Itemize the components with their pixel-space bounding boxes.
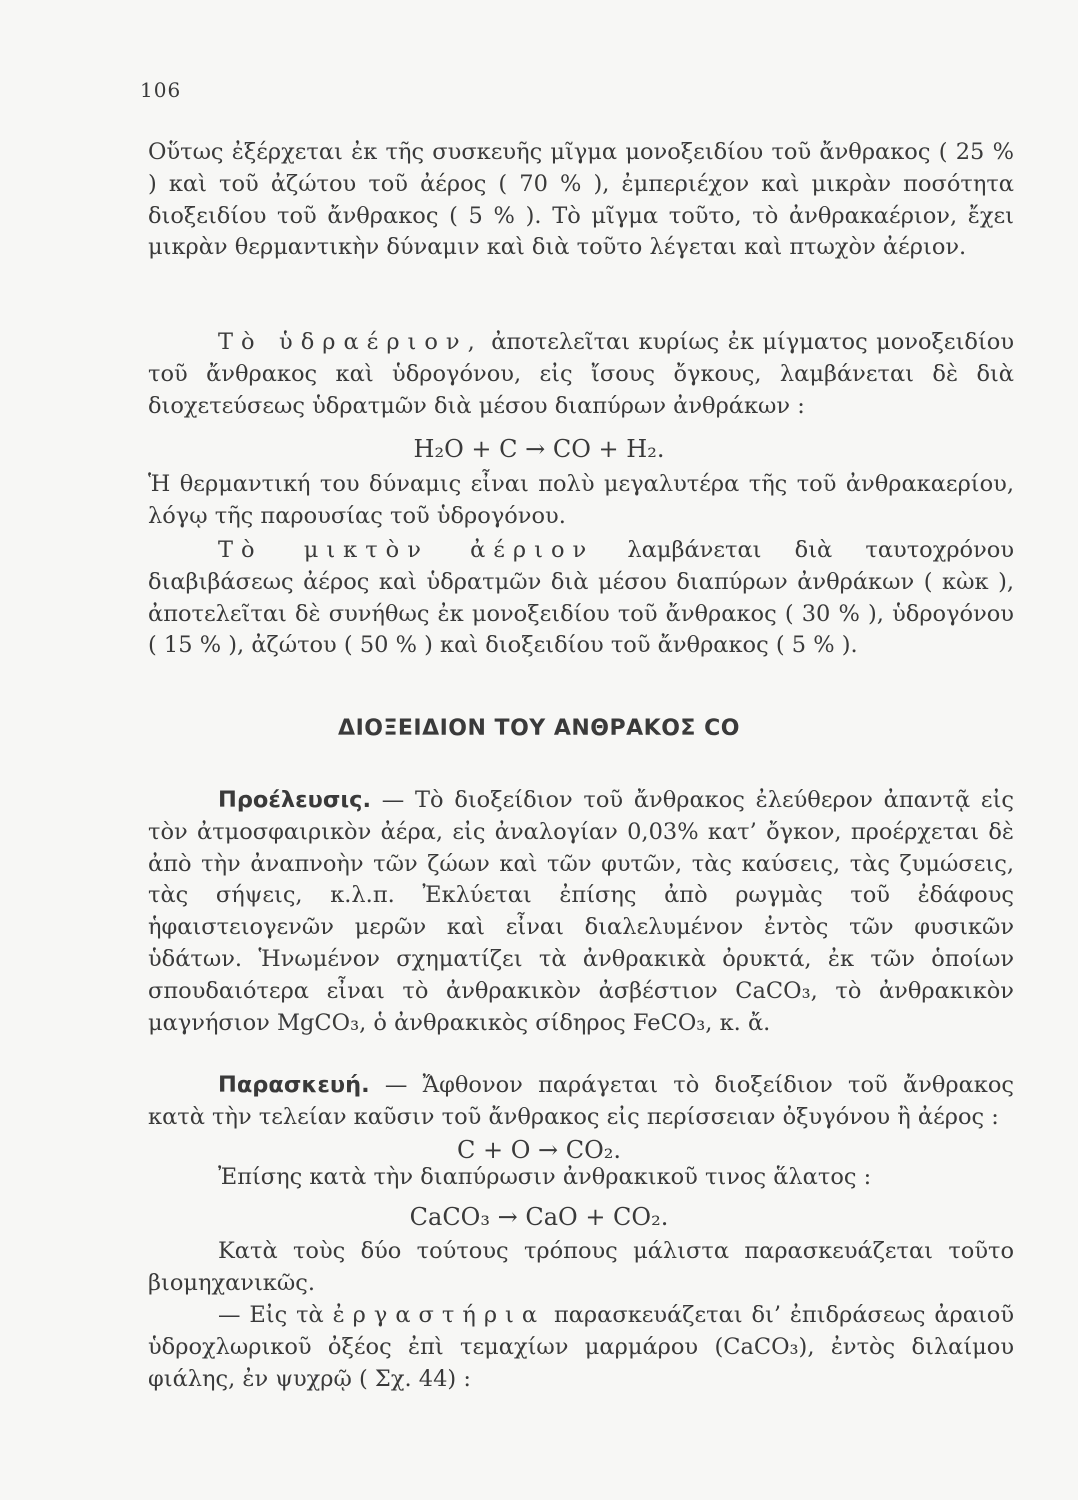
paragraph-water-gas-text: ἀποτελεῖται κυρίως ἐκ μίγματος μονοξειδίου τοῦ ἄνθρακος καὶ ὑδρογόνου, εἰς ἴσους ὄγκους, λαμβάνεται δὲ διὰ διοχετεύσεως ὑδρατμῶν διὰ μέσου διαπύρων ἀνθράκων : (148, 329, 1014, 419)
equation-combustion: C + O → CO₂. (456, 1136, 622, 1164)
equation-calcination: CaCO₃ → CaO + CO₂. (409, 1203, 669, 1231)
term-origin: Προέλευσις. (218, 787, 372, 813)
paragraph-origin-text: — Τὸ διοξείδιον τοῦ ἄνθρακος ἐλεύθερον ἀπαντᾷ εἰς τὸν ἀτμοσφαιρικὸν ἀέρα, εἰς ἀναλογίαν 0,03% κατ’ ὄγκον, προέρχεται δὲ ἀπὸ τὴν ἀναπνοὴν τῶν ζώων καὶ τῶν φυτῶν, τὰς καύσεις, τὰς ζυμώσεις, τὰς σήψεις, κ.λ.π. Ἐκλύεται ἐπίσης ἀπὸ ρωγμὰς τοῦ ἐδάφους ἡφαιστειογενῶν μερῶν καὶ εἶναι διαλελυμένον ἐντὸς τῶν φυσικῶν ὑδάτων. Ἡνωμένον σχηματίζει τὰ ἀνθρακικὰ ὀρυκτά, ἐκ τῶν ὁποίων σπουδαιότερα εἶναι τὸ ἀνθρακικὸν ἀσβέστιον CaCO₃, τὸ ἀνθρακικὸν μαγνήσιον MgCO₃, ὁ ἀνθρακικὸς σίδηρος FeCO₃, κ. ἄ. (148, 787, 1014, 1036)
paragraph-laboratory (148, 1300, 1014, 1395)
paragraph-industrial: Κατὰ τοὺς δύο τούτους τρόπους μάλιστα παρασκευάζεται τοῦτο βιομηχανικῶς. (148, 1238, 1014, 1296)
section-heading: ΔΙΟΞΕΙΔΙΟΝ ΤΟΥ ΑΝΘΡΑΚΟΣ CO (338, 716, 740, 741)
term-water-gas: Τὸ ὑδραέριον, (218, 329, 483, 355)
paragraph-laboratory-lead: — Εἰς τὰ (218, 1302, 333, 1328)
paragraph-preparation-text: — Ἄφθονον παράγεται τὸ διοξείδιον τοῦ ἄνθρακος κατὰ τὴν τελείαν καῦσιν τοῦ ἄνθρακος εἰς περίσσειαν ὀξυγόνου ἢ ἀέρος : (148, 1072, 1014, 1130)
equation-water-gas: H₂O + C → CO + H₂. (413, 435, 665, 463)
paragraph-heating-power: Ἡ θερμαντική του δύναμις εἶναι πολὺ μεγαλυτέρα τῆς τοῦ ἀνθρακαερίου, λόγῳ τῆς παρουσίας τοῦ ὑδρογόνου. (148, 471, 1014, 529)
paragraph-calcination: Ἐπίσης κατὰ τὴν διαπύρωσιν ἀνθρακικοῦ τινος ἅλατος : (218, 1164, 872, 1190)
paragraph-water-gas (148, 327, 1014, 422)
paragraph-mixed-gas-text: λαμβάνεται διὰ ταυτοχρόνου διαβιβάσεως ἀέρος καὶ ὑδρατμῶν διὰ μέσου διαπύρων ἀνθράκων ( κὼκ ), ἀποτελεῖται δὲ συνήθως ἐκ μονοξειδίου τοῦ ἄνθρακος ( 30 % ), ὑδρογόνου ( 15 % ), ἀζώτου ( 50 % ) καὶ διοξειδίου τοῦ ἄνθρακος ( 5 % ). (148, 537, 1015, 659)
paragraph-preparation (148, 1070, 1014, 1134)
term-mixed-gas: Τὸ μικτὸν ἀέριον (218, 537, 595, 563)
paragraph-producer-gas: Οὕτως ἐξέρχεται ἐκ τῆς συσκευῆς μῖγμα μονοξειδίου τοῦ ἄνθρακος ( 25 % ) καὶ τοῦ ἀζώτου τοῦ ἀέρος ( 70 % ), ἐμπεριέχον καὶ μικρὰν ποσότητα διοξειδίου τοῦ ἄνθρακος ( 5 % ). Τὸ μῖγμα τοῦτο, τὸ ἀνθρακαέριον, ἔχει μικρὰν θερμαντικὴν δύναμιν καὶ διὰ τοῦτο λέγεται καὶ πτωχὸν ἀέριον. (148, 139, 1014, 261)
page-number: 106 (140, 78, 182, 102)
paragraph-origin (148, 785, 1014, 1039)
paragraph-laboratory-text: παρασκευάζεται δι’ ἐπιδράσεως ἀραιοῦ ὑδροχλωρικοῦ ὀξέος ἐπὶ τεμαχίων μαρμάρου (CaCO₃), ἐντὸς διλαίμου φιάλης, ἐν ψυχρῷ ( Σχ. 44) : (148, 1302, 1015, 1392)
term-laboratory: ἐργαστήρια (332, 1302, 546, 1328)
paragraph-mixed-gas (148, 535, 1014, 662)
term-preparation: Παρασκευή. (218, 1072, 370, 1098)
